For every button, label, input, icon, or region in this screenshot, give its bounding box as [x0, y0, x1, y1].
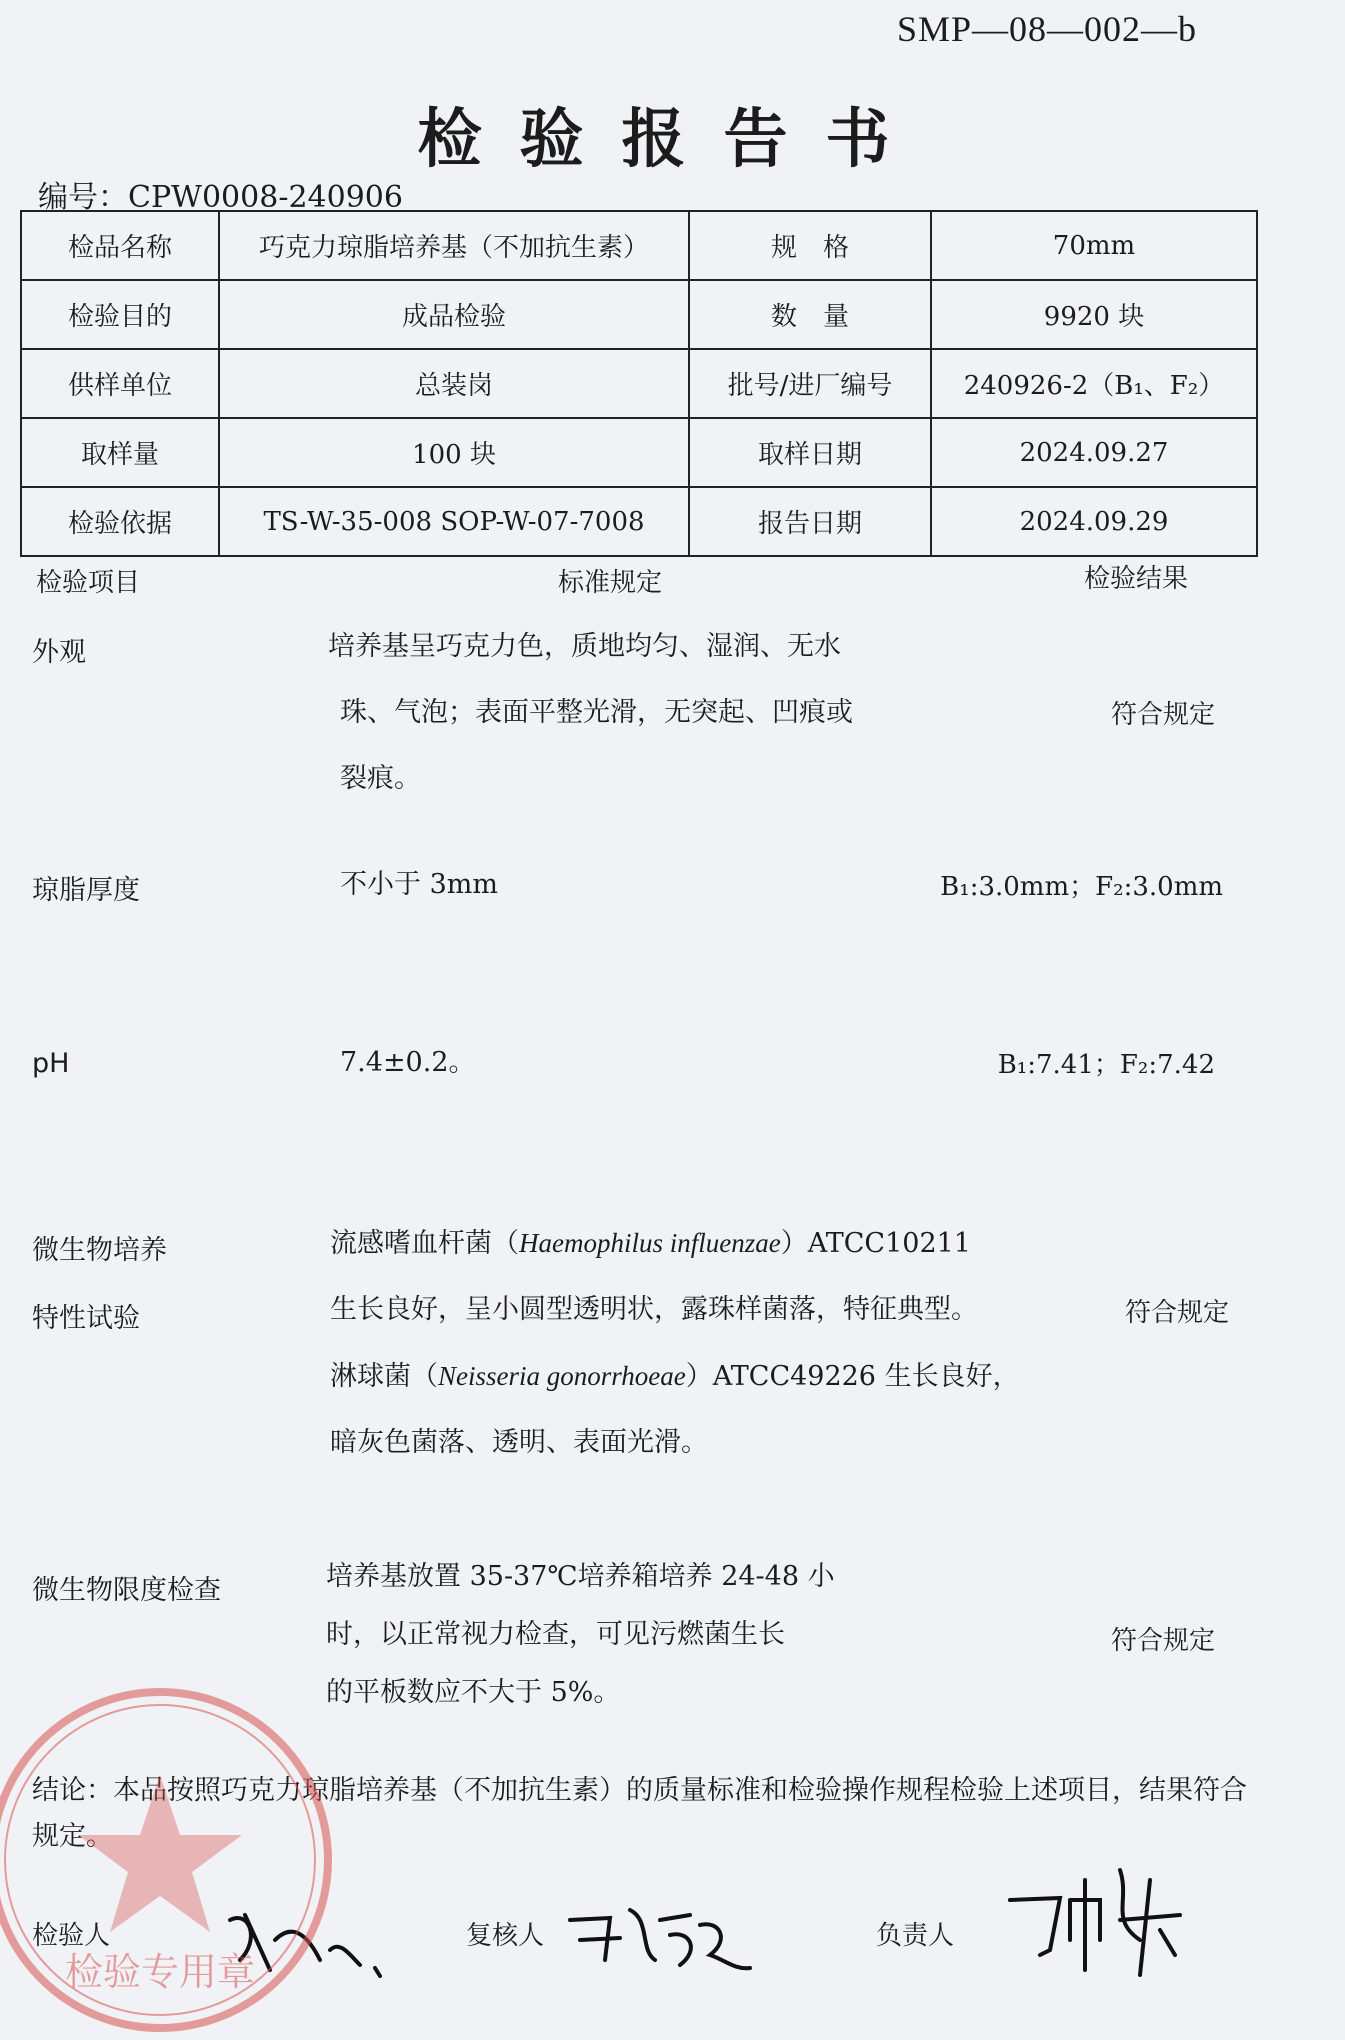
signature-label-responsible: 负责人	[876, 1921, 955, 1951]
table-row	[21, 487, 1257, 556]
table-cell: 240926-2（B₁、F₂）	[931, 349, 1257, 418]
standard-line: 生长良好，呈小圆型透明状，露珠样菌落，特征典型。	[330, 1294, 978, 1325]
table-cell: 100 块	[219, 418, 689, 487]
test-name-thickness: 琼脂厚度	[32, 875, 140, 906]
test-standard-thickness: 不小于 3mm	[340, 869, 498, 900]
test-name-ph: pH	[32, 1048, 70, 1079]
table-cell: 检验目的	[21, 280, 219, 349]
table-cell: 数 量	[689, 280, 931, 349]
table-cell: 规 格	[689, 211, 931, 280]
test-standard-limit	[326, 1548, 835, 1722]
standard-line: 裂痕。	[340, 763, 421, 794]
test-name-culture: 微生物培养	[32, 1235, 167, 1266]
signature-label-inspector: 检验人	[32, 1921, 111, 1951]
standard-line: 时，以正常视力检查，可见污燃菌生长	[326, 1619, 785, 1650]
species-name: Neisseria gonorrhoeae	[438, 1361, 686, 1391]
table-row	[21, 211, 1257, 280]
test-name-appearance: 外观	[32, 637, 86, 668]
header-standard: 标准规定	[558, 568, 663, 598]
table-cell: 报告日期	[689, 487, 931, 556]
test-result-limit: 符合规定	[1110, 1626, 1215, 1656]
test-result-thickness: B₁:3.0mm；F₂:3.0mm	[940, 872, 1223, 902]
table-cell: 巧克力琼脂培养基（不加抗生素）	[219, 211, 689, 280]
table-row	[21, 349, 1257, 418]
standard-line: 培养基放置 35-37℃培养箱培养 24-48 小	[326, 1561, 835, 1592]
table-row	[21, 418, 1257, 487]
company-seal	[0, 1680, 340, 2040]
species-name: Haemophilus influenzae	[519, 1228, 781, 1258]
table-cell: 批号/进厂编号	[689, 349, 931, 418]
info-table	[20, 210, 1258, 557]
test-result-culture: 符合规定	[1124, 1298, 1229, 1328]
header-result: 检验结果	[1084, 564, 1189, 594]
table-cell: 2024.09.27	[931, 418, 1257, 487]
table-cell: 70mm	[931, 211, 1257, 280]
table-cell: 取样量	[21, 418, 219, 487]
table-cell: TS-W-35-008 SOP-W-07-7008	[219, 487, 689, 556]
test-name-limit: 微生物限度检查	[32, 1575, 221, 1606]
standard-line: 的平板数应不大于 5%。	[326, 1677, 621, 1708]
table-cell: 供样单位	[21, 349, 219, 418]
conclusion: 结论：本品按照巧克力琼脂培养基（不加抗生素）的质量标准和检验操作规程检验上述项目，结果符合规定。	[32, 1775, 1247, 1852]
table-cell: 检品名称	[21, 211, 219, 280]
standard-line: 暗灰色菌落、透明、表面光滑。	[330, 1427, 708, 1458]
document-code: SMP—08—002—b	[896, 9, 1197, 49]
test-standard-ph: 7.4±0.2。	[340, 1047, 476, 1078]
test-standard-culture	[330, 1210, 1090, 1476]
page-title: 检验报告书	[417, 102, 928, 177]
standard-line: 珠、气泡；表面平整光滑，无突起、凹痕或	[340, 697, 853, 728]
standard-line: 培养基呈巧克力色，质地均匀、湿润、无水	[328, 631, 841, 662]
table-cell: 检验依据	[21, 487, 219, 556]
test-standard-appearance	[328, 614, 853, 812]
signature-responsible	[1000, 1860, 1200, 1980]
report-number-label: 编号：	[38, 180, 128, 215]
signature-label-reviewer: 复核人	[466, 1921, 545, 1951]
table-row	[21, 280, 1257, 349]
standard-line: 淋球菌（Neisseria gonorrhoeae）ATCC49226 生长良好，	[330, 1361, 1020, 1392]
table-cell: 9920 块	[931, 280, 1257, 349]
table-cell: 总装岗	[219, 349, 689, 418]
standard-line: 流感嗜血杆菌（Haemophilus influenzae）ATCC10211	[330, 1228, 971, 1259]
table-cell: 成品检验	[219, 280, 689, 349]
report-number-value: CPW0008-240906	[128, 180, 403, 215]
test-name-culture-2: 特性试验	[32, 1303, 140, 1334]
seal-text: 检验专用章	[64, 1950, 256, 1994]
signature-reviewer	[560, 1890, 760, 1980]
table-cell: 2024.09.29	[931, 487, 1257, 556]
test-result-ph: B₁:7.41；F₂:7.42	[997, 1050, 1215, 1080]
test-result-appearance: 符合规定	[1110, 700, 1215, 730]
table-cell: 取样日期	[689, 418, 931, 487]
header-item: 检验项目	[36, 568, 141, 598]
